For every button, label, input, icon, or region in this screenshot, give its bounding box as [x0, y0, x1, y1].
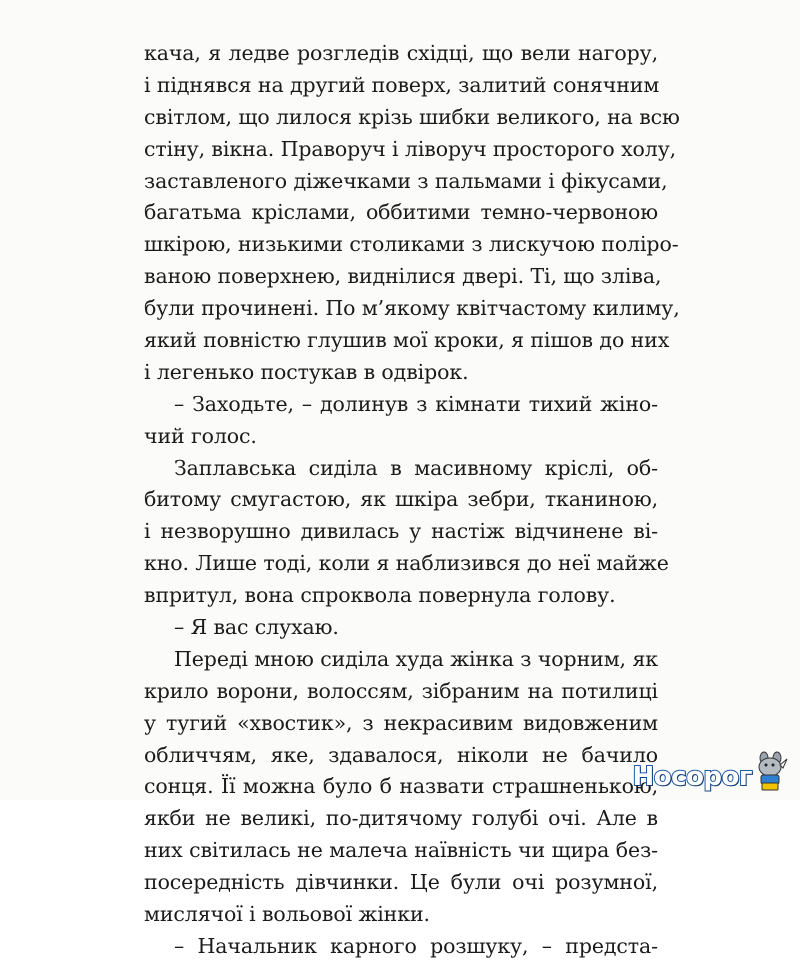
text-line: посередність дівчинки. Це були очі розумної, — [144, 870, 658, 895]
text-line: – Начальник карного розшуку, – предста- — [174, 933, 658, 958]
text-line: впритул, вона спроквола повернула голову. — [144, 583, 616, 608]
text-line: у тугий «хвостик», з некрасивим видовженим — [144, 710, 658, 735]
text-line: який повністю глушив мої кроки, я пішов до них — [144, 328, 670, 353]
text-line: стіну, вікна. Праворуч і ліворуч просторого холу, — [144, 136, 677, 161]
text-line: сонця. Її можна було б назвати страшненькою, — [144, 774, 658, 799]
text-line: кно. Лише тоді, коли я наблизився до неї майже — [144, 551, 669, 576]
text-line: крило ворони, волоссям, зібраним на потилиці — [144, 678, 658, 703]
text-line: Переді мною сиділа худа жінка з чорним, як — [174, 646, 658, 671]
text-line: чий голос. — [144, 423, 257, 448]
text-line: мислячої і вольової жінки. — [144, 902, 430, 927]
text-line: Заплавська сиділа в масивному кріслі, об- — [174, 455, 658, 480]
text-line: шкірою, низькими столиками з лискучою поліро- — [144, 232, 679, 257]
text-line: – Заходьте, – долинув з кімнати тихий жіно- — [174, 391, 658, 416]
text-line: і піднявся на другий поверх, залитий сонячним — [144, 72, 660, 97]
rhino-mascot-icon — [750, 750, 790, 792]
text-line: ваною поверхнею, виднілися двері. Ті, що зліва, — [144, 264, 662, 289]
text-line: кача, я ледве розгледів східці, що вели нагору, — [144, 41, 658, 65]
text-line: заставленого діжечками з пальмами і фікусами, — [144, 168, 668, 193]
watermark-text: Носорог — [632, 762, 752, 792]
text-line: битому смугастою, як шкіра зебри, тканиною, — [144, 487, 658, 512]
watermark-logo — [633, 750, 790, 792]
text-line: якби не великі, по-дитячому голубі очі. Але в — [144, 806, 658, 831]
text-line: і легенько постукав в одвірок. — [144, 359, 469, 384]
text-line: і незворушно дивилась у настіж відчинене ві- — [144, 519, 658, 544]
text-line: багатьма кріслами, оббитими темно-червоною — [144, 200, 658, 225]
text-line: обличчям, яке, здавалося, ніколи не бачило — [144, 742, 658, 767]
text-line: них світилась не малеча наївність чи щира без- — [144, 838, 658, 863]
text-line: – Я вас слухаю. — [174, 615, 339, 640]
page-text — [144, 38, 680, 963]
text-line: світлом, що лилося крізь шибки великого, на всю — [144, 104, 680, 129]
text-line: були прочинені. По м’якому квітчастому килиму, — [144, 296, 680, 321]
